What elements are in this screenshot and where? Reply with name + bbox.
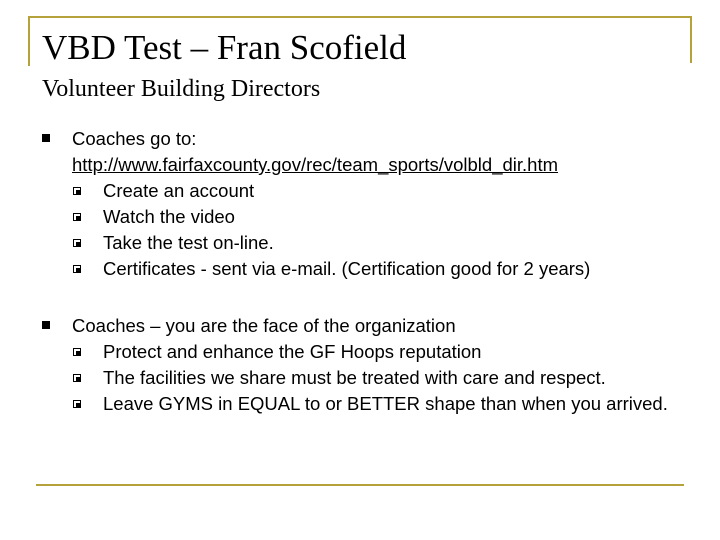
frame-top-rule	[28, 16, 692, 18]
checkbox-bullet-icon	[73, 400, 81, 408]
bullet-text: Coaches – you are the face of the organization	[72, 315, 456, 336]
sub-bullet-leave-gyms	[72, 391, 682, 417]
checkbox-bullet-icon	[73, 374, 81, 382]
sub-bullet-watch-video	[72, 204, 682, 230]
sub-bullet-facilities-care	[72, 365, 682, 391]
bullet-text: Coaches go to:	[72, 128, 197, 149]
sub-bullet-text: Take the test on-line.	[103, 232, 274, 253]
sub-bullet-certificates	[72, 256, 682, 282]
bullet-face-of-organization	[42, 313, 682, 417]
checkbox-bullet-icon	[73, 239, 81, 247]
sub-bullet-take-test	[72, 230, 682, 256]
sub-bullet-text: Create an account	[103, 180, 255, 201]
frame-left-rule	[28, 16, 30, 66]
bottom-rule	[36, 484, 684, 486]
checkbox-bullet-icon	[73, 213, 81, 221]
slide-title: VBD Test – Fran Scofield	[42, 28, 407, 67]
sub-bullet-list	[72, 339, 682, 417]
sub-bullet-list	[72, 178, 682, 282]
sub-bullet-text: Certificates - sent via e-mail. (Certification good for 2 years)	[103, 258, 591, 279]
sub-bullet-text: Protect and enhance the GF Hoops reputation	[103, 341, 482, 362]
checkbox-bullet-icon	[73, 265, 81, 273]
sub-bullet-create-account	[72, 178, 682, 204]
square-bullet-icon	[42, 321, 50, 329]
sub-bullet-text: The facilities we share must be treated with care and respect.	[103, 367, 606, 388]
checkbox-bullet-icon	[73, 187, 81, 195]
bullet-coaches-go-to	[42, 126, 682, 282]
volbld-dir-link[interactable]: http://www.fairfaxcounty.gov/rec/team_sports/volbld_dir.htm	[72, 154, 559, 175]
frame-right-rule	[690, 16, 692, 63]
slide-subtitle: Volunteer Building Directors	[42, 76, 321, 102]
sub-bullet-protect-reputation	[72, 339, 682, 365]
checkbox-bullet-icon	[73, 348, 81, 356]
sub-bullet-text: Watch the video	[103, 206, 235, 227]
sub-bullet-text: Leave GYMS in EQUAL to or BETTER shape than when you arrived.	[103, 393, 668, 414]
square-bullet-icon	[42, 134, 50, 142]
